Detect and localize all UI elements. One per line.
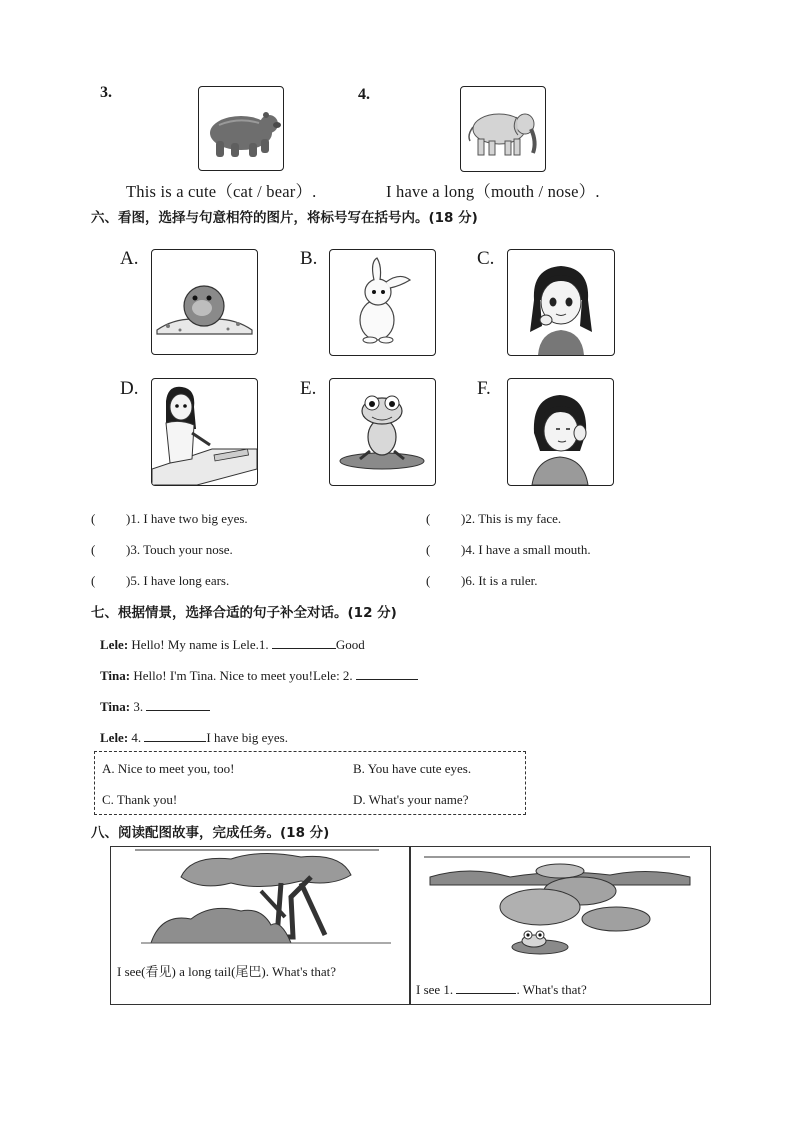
story-2-text-before: I see 1. [416, 982, 457, 997]
story-2-text-after: . What's that? [516, 982, 587, 997]
dialogue-text: Good [335, 637, 365, 652]
dialogue-line-2 [100, 667, 418, 684]
answer-paren[interactable]: ( [91, 511, 96, 526]
option-e-label: E. [300, 378, 317, 399]
option-f-picture [507, 378, 614, 486]
match-question-5 [91, 573, 229, 589]
option-d-picture [151, 378, 258, 486]
match-question-text: )5. I have long ears. [126, 573, 230, 588]
answer-paren[interactable]: ( [426, 511, 431, 526]
answer-paren[interactable]: ( [426, 542, 431, 557]
option-b-sentence: B. You have cute eyes. [353, 761, 472, 776]
answer-paren[interactable]: ( [91, 573, 96, 588]
section-6-heading: 六、看图，选择与句意相符的图片，将标号写在括号内。(18 分) [91, 210, 478, 226]
story-answer-blank-1[interactable] [456, 981, 516, 994]
rabbit-icon [330, 250, 435, 355]
option-f-label: F. [477, 378, 491, 399]
section-7-heading: 七、根据情景，选择合适的句子补全对话。(12 分) [91, 605, 397, 621]
speaker-name: Tina: [100, 699, 131, 714]
dialogue-text: I have big eyes. [206, 730, 288, 745]
answer-paren[interactable]: ( [426, 573, 431, 588]
match-question-6 [426, 573, 538, 589]
mole-icon [152, 250, 257, 354]
dialogue-line-1 [100, 636, 365, 653]
dialogue-text: 3. [130, 699, 147, 714]
match-question-4 [426, 542, 591, 558]
match-question-1 [91, 511, 248, 527]
answer-blank-2[interactable] [356, 667, 418, 680]
match-question-text: )4. I have a small mouth. [461, 542, 591, 557]
dialogue-line-3 [100, 698, 210, 715]
match-question-text: )2. This is my face. [461, 511, 562, 526]
speaker-name: Tina: [100, 668, 131, 683]
item-4-sentence: I have a long（mouth / nose）. [386, 182, 600, 201]
bear-icon [199, 87, 283, 170]
girl-touching-face-icon [508, 379, 613, 485]
option-c-picture [507, 249, 615, 356]
option-b-picture [329, 249, 436, 356]
dialogue-text: 4. [128, 730, 145, 745]
option-a-picture [151, 249, 258, 355]
speaker-name: Lele: [100, 637, 129, 652]
girl-with-ruler-icon [152, 379, 257, 485]
section-8-heading: 八、阅读配图故事，完成任务。(18 分) [91, 825, 330, 841]
bear-picture [198, 86, 284, 171]
dialogue-text: Hello! My name is Lele.1. [128, 637, 272, 652]
dialogue-text: Hello! I'm Tina. Nice to meet you!Lele: 2. [130, 668, 356, 683]
elephant-picture [460, 86, 546, 172]
match-question-text: )3. Touch your nose. [126, 542, 233, 557]
option-d-sentence: D. What's your name? [353, 792, 469, 807]
answer-blank-4[interactable] [144, 729, 206, 742]
item-3-number: 3. [100, 84, 112, 101]
match-question-3 [91, 542, 233, 558]
story-panel-2 [409, 846, 711, 1005]
item-4-number: 4. [358, 86, 370, 103]
dialogue-line-4 [100, 729, 288, 746]
option-c-label: C. [477, 248, 495, 269]
option-b-label: B. [300, 248, 318, 269]
option-a-label: A. [120, 248, 139, 269]
match-question-2 [426, 511, 561, 527]
speaker-name: Lele: [100, 730, 129, 745]
match-question-text: )1. I have two big eyes. [126, 511, 248, 526]
story-2-text [416, 981, 587, 998]
frog-lily-pad-icon [410, 847, 710, 962]
frog-icon [330, 379, 435, 485]
match-question-text: )6. It is a ruler. [461, 573, 538, 588]
answer-blank-3[interactable] [146, 698, 210, 711]
answer-paren[interactable]: ( [91, 542, 96, 557]
option-d-label: D. [120, 378, 139, 399]
elephant-icon [461, 87, 545, 171]
girl-touching-mouth-icon [508, 250, 614, 355]
option-c-sentence: C. Thank you! [102, 792, 178, 807]
story-1-text: I see(看见) a long tail(尾巴). What's that? [117, 964, 337, 979]
option-a-sentence: A. Nice to meet you, too! [102, 761, 235, 776]
story-panel-1 [110, 846, 411, 1005]
option-e-picture [329, 378, 436, 486]
tree-bush-icon [111, 847, 410, 952]
item-3-sentence: This is a cute（cat / bear）. [126, 182, 317, 201]
answer-blank-1[interactable] [272, 636, 336, 649]
